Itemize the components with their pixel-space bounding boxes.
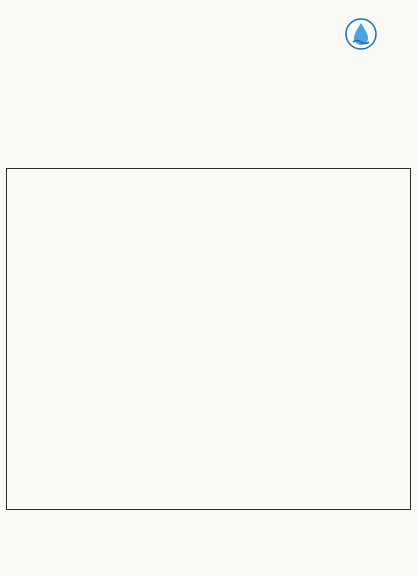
clause [13,283,404,292]
clause-text [13,195,392,204]
clause-text [13,228,392,237]
clause-text [13,305,392,314]
clause [13,184,404,193]
clause-number [392,195,404,204]
clause-text [13,316,392,325]
notice-subtitle-2 [6,44,307,58]
clause-number [392,184,404,193]
clause [13,349,404,358]
clause [13,206,404,215]
intro-line [8,132,409,142]
intro-line [8,142,409,152]
clause-text [13,239,392,248]
clause [13,195,404,204]
conditions-frame [6,168,411,510]
clause-text [13,349,392,358]
clause [13,228,404,237]
clause-number [392,283,404,292]
clause-number [392,250,404,259]
clause [13,360,404,369]
clause [13,250,404,259]
intro-line [8,102,409,112]
clause-number [392,338,404,347]
clause-text [13,217,392,226]
clause [13,239,404,248]
clause [13,173,404,182]
clause-number [392,206,404,215]
clause-text [13,272,392,281]
notice-subtitle [6,26,307,40]
clause-number [392,305,404,314]
clause [13,261,404,270]
clause-number [392,272,404,281]
clause [13,316,404,325]
clause [13,305,404,314]
clause-text [13,327,392,336]
clause-number [392,173,404,182]
clause-number [392,217,404,226]
intro-line [8,92,409,102]
clause [13,217,404,226]
clause-text [13,261,392,270]
intro-line [8,72,409,82]
intro-line [8,122,409,132]
clause-number [392,239,404,248]
notice-title [6,6,307,22]
clause [13,327,404,336]
clause-text [13,294,392,303]
clause-number [392,316,404,325]
logo-line [311,10,411,16]
clause-number [392,360,404,369]
clause-text [13,283,392,292]
clause-text [13,184,392,193]
intro-line [8,112,409,122]
clause [13,338,404,347]
clause-number [392,349,404,358]
clause-text [13,173,392,182]
intro-line [8,82,409,92]
clause-text [13,360,392,369]
clause-text [13,206,392,215]
clause-text [13,250,392,259]
clause-text [13,338,392,347]
intro-paragraph [8,72,409,164]
clause [13,294,404,303]
header [6,4,411,70]
clause [13,272,404,281]
logo-line [311,60,411,66]
footer [6,514,411,570]
clause-number [392,261,404,270]
clause-number [392,294,404,303]
logo-block [311,4,411,68]
clause-number [392,228,404,237]
water-drop-logo-icon [345,18,377,50]
clause-number [392,327,404,336]
intro-line [8,152,409,162]
